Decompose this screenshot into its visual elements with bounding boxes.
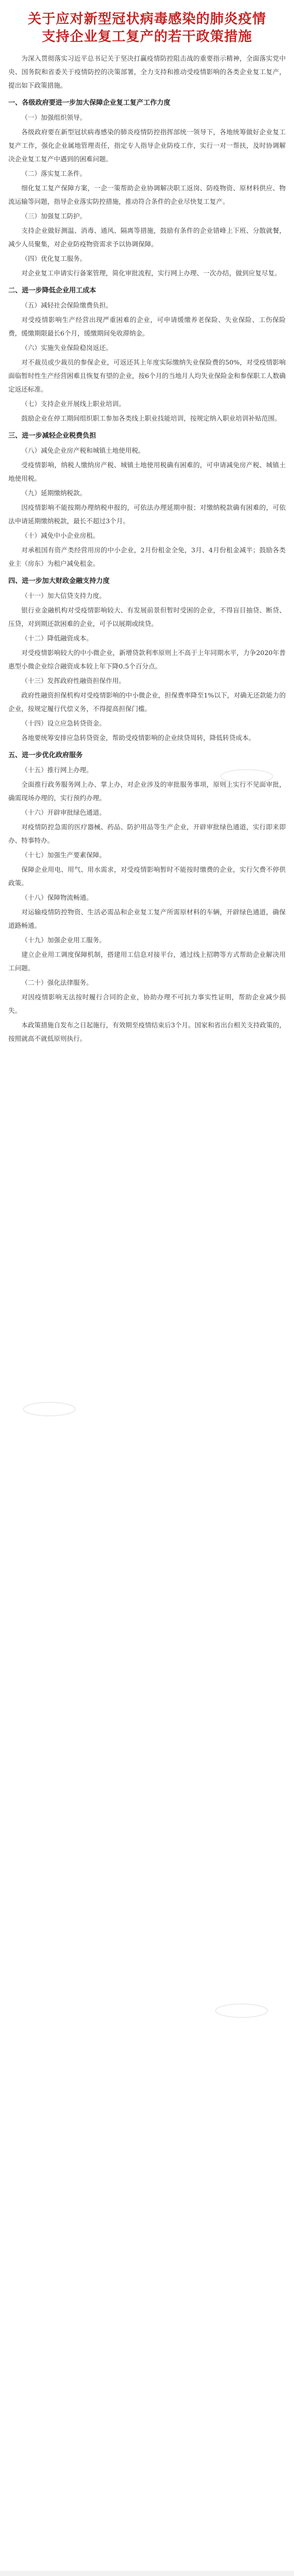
body-paragraph: 对受疫情影响较大的中小微企业，新增贷款利率原则上不高于上年同期水平，力争2020年普惠型小微企业综合融资成本较上年下降0.5个百分点。 (8, 649, 286, 670)
watermark-stamp (213, 2002, 270, 2020)
subsection-heading: （十六）开辟审批绿色通道。 (21, 809, 106, 816)
title-line-1: 关于应对新型冠状病毒感染的肺炎疫情 (28, 11, 266, 27)
body-paragraph: 细化复工复产保障方案，一企一策帮助企业协调解决职工返岗、防疫物资、原材料供应、物流运输等问题，指导企业落实防控措施，推动符合条件的企业尽快复工复产。 (8, 184, 286, 205)
subsection-heading: （十五）推行网上办理。 (21, 766, 93, 774)
body-paragraph: 对运输疫情防控物资、生活必需品和企业复工复产所需原材料的车辆，开辟绿色通道，确保道路畅通。 (8, 908, 286, 929)
subsection-heading: （二）落实复工条件。 (21, 170, 87, 177)
subsection-heading: （七）支持企业开展线上职业培训。 (21, 400, 126, 408)
subsection-heading: （九）延期缴纳税款。 (21, 489, 87, 497)
body-paragraph: 全面推行政务服务网上办、掌上办，对企业涉及的审批服务事项，原则上实行不见面审批，确需现场办理的，实行预约办理。 (8, 781, 286, 802)
section-heading: 二、进一步降低企业用工成本 (8, 287, 97, 295)
body-paragraph: 对不裁员或少裁员的参保企业，可返还其上年度实际缴纳失业保险费的50%，对受疫情影响面临暂时性生产经营困难且恢复有望的企业，按6个月的当地月人均失业保险金和参保职工人数确定返还标准。 (8, 358, 286, 393)
subsection-heading: （十一）加大信贷支持力度。 (21, 592, 106, 600)
document-body (8, 96, 286, 1018)
bottom-bar (0, 2571, 294, 2576)
body-paragraph: 政府性融资担保机构对受疫情影响的中小微企业，担保费率降至1%以下，对确无还款能力的企业，按规定履行代偿义务，不得提高担保门槛。 (8, 691, 286, 713)
body-paragraph: 各级政府要在新型冠状病毒感染的肺炎疫情防控指挥部统一领导下，各地统筹做好企业复工复产工作，强化企业属地管理责任，指定专人指导企业防疫工作，实行一对一帮扶，及时协调解决企业复工复产中遇到的困难问题。 (8, 128, 286, 163)
body-paragraph: 因疫情影响不能按期办理纳税申报的，可依法办理延期申报；对缴纳税款确有困难的，可依法申请延期缴纳税款，最长不超过3个月。 (8, 504, 286, 525)
subsection-heading: （十四）设立应急转贷资金。 (21, 719, 106, 727)
subsection-heading: （五）减轻社会保险缴费负担。 (21, 301, 113, 309)
body-paragraph: 保障企业用电、用气、用水需求，对受疫情影响暂时不能按时缴费的企业，实行欠费不停供政策。 (8, 866, 286, 887)
body-paragraph: 受疫情影响，纳税人缴纳房产税、城镇土地使用税确有困难的，可申请减免房产税、城镇土地使用税。 (8, 461, 286, 482)
subsection-heading: （六）实施失业保险稳岗返还。 (21, 344, 113, 352)
body-paragraph: 银行业金融机构对受疫情影响较大、有发展前景但暂时受困的企业，不得盲目抽贷、断贷、压贷，对到期还款困难的企业，可予以展期或续贷。 (8, 606, 286, 628)
body-paragraph: 对疫情防控急需的医疗器械、药品、防护用品等生产企业，开辟审批绿色通道，实行即来即办、特事特办。 (8, 823, 286, 844)
subsection-heading: （二十）强化法律服务。 (21, 979, 93, 986)
body-paragraph: 对因疫情影响无法按时履行合同的企业，协助办理不可抗力事实性证明，帮助企业减少损失。 (8, 993, 286, 1014)
subsection-heading: （十八）保障物流畅通。 (21, 894, 93, 901)
body-paragraph: 支持企业做好测温、消毒、通风、隔离等措施，鼓励有条件的企业错峰上下班、分散就餐，减少人员聚集，对企业防疫物资需求予以协调保障。 (8, 227, 286, 248)
closing-paragraph: 本政策措施自发布之日起施行，有效期至疫情结束后3个月。国家和省出台相关支持政策的，按照就高不就低原则执行。 (8, 1021, 286, 1042)
subsection-heading: （十二）降低融资成本。 (21, 634, 93, 642)
body-paragraph: 对受疫情影响生产经营出现严重困难的企业，可申请缓缴养老保险、失业保险、工伤保险费，缓缴期限最长6个月，缓缴期间免收滞纳金。 (8, 316, 286, 337)
subsection-heading: （一）加强组织领导。 (21, 114, 87, 121)
body-paragraph: 鼓励企业在停工期间组织职工参加各类线上职业技能培训，按规定纳入职业培训补贴范围。 (21, 414, 282, 422)
subsection-heading: （八）减免企业房产税和城镇土地使用税。 (21, 447, 145, 454)
subsection-heading: （十九）加强企业用工服务。 (21, 936, 106, 944)
body-paragraph: 建立企业用工调度保障机制，搭建用工信息对接平台，通过线上招聘等方式帮助企业解决用工问题。 (8, 951, 286, 972)
section-heading: 三、进一步减轻企业税费负担 (8, 432, 97, 440)
subsection-heading: （四）优化复工服务。 (21, 255, 87, 262)
subsection-heading: （三）加强复工防护。 (21, 212, 87, 220)
section-heading: 四、进一步加大财政金融支持力度 (8, 577, 110, 585)
section-heading: 五、进一步优化政府服务 (8, 751, 83, 759)
body-paragraph: 对承租国有资产类经营用房的中小企业，2月份租金全免，3月、4月份租金减半；鼓励各类业主（房东）为租户减免租金。 (8, 546, 286, 567)
body-paragraph: 对企业复工申请实行备案管理，简化审批流程，实行网上办理、一次办结，做到应复尽复。 (21, 269, 282, 277)
title-line-2: 支持企业复工复产的若干政策措施 (42, 29, 252, 45)
watermark-stamp (21, 1400, 78, 1418)
subsection-heading: （十七）加强生产要素保障。 (21, 851, 106, 859)
intro-paragraph: 为深入贯彻落实习近平总书记关于坚决打赢疫情防控阻击战的重要指示精神，全面落实党中央、国务院和省委关于疫情防控的决策部署，全力支持和推动受疫情影响的各类企业复工复产，提出如下政策措施。 (8, 54, 286, 89)
subsection-heading: （十）减免中小企业房租。 (21, 532, 100, 539)
document-title (8, 10, 286, 46)
section-heading: 一、各级政府要进一步加大保障企业复工复产工作力度 (8, 99, 171, 107)
subsection-heading: （十三）发挥政府性融资担保作用。 (21, 677, 126, 685)
body-paragraph: 各地要统筹安排应急转贷资金，帮助受疫情影响的企业续贷周转，降低转贷成本。 (21, 734, 256, 742)
